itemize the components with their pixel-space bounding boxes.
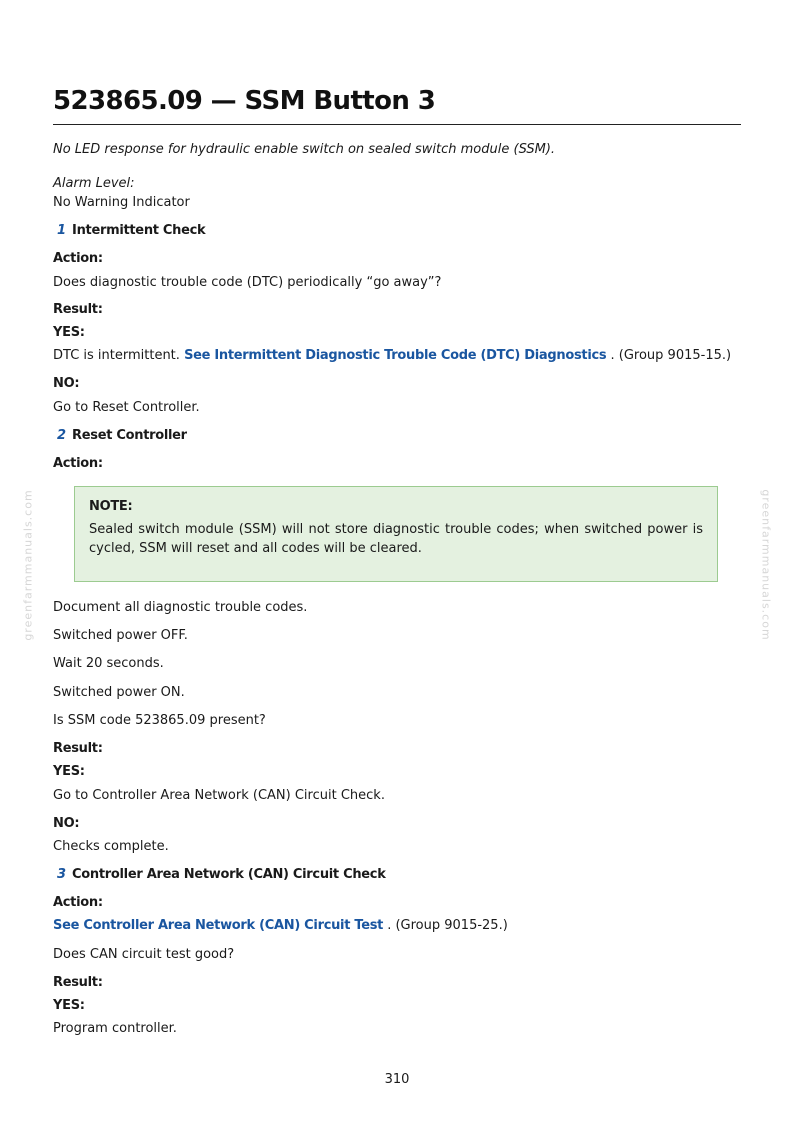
alarm-level-label: Alarm Level: bbox=[53, 176, 135, 191]
step-1-yes-text bbox=[53, 348, 731, 363]
note-text: Sealed switch module (SSM) will not store diagnostic trouble codes; when switched power is cycled, SSM will reset and all codes will be cleared. bbox=[89, 522, 703, 556]
can-circuit-test-link[interactable]: See Controller Area Network (CAN) Circuit Test bbox=[53, 918, 384, 933]
step-2-yes-label: YES: bbox=[53, 764, 85, 779]
step-2-no-text: Checks complete. bbox=[53, 839, 169, 854]
description: No LED response for hydraulic enable switch on sealed switch module (SSM). bbox=[53, 142, 556, 157]
step-2-no-label: NO: bbox=[53, 816, 80, 831]
step-2-line-1: Document all diagnostic trouble codes. bbox=[53, 600, 308, 615]
step-2-result-label: Result: bbox=[53, 741, 103, 756]
step-2-line-2: Switched power OFF. bbox=[53, 628, 188, 643]
step-3-action-suffix: . (Group 9015-25.) bbox=[387, 918, 508, 933]
step-1-title: Intermittent Check bbox=[72, 223, 206, 238]
step-3-title: Controller Area Network (CAN) Circuit Check bbox=[72, 867, 386, 882]
step-1-action-label: Action: bbox=[53, 251, 103, 266]
step-2-line-4: Switched power ON. bbox=[53, 685, 185, 700]
step-1-no-text: Go to Reset Controller. bbox=[53, 400, 200, 415]
page-number: 310 bbox=[384, 1072, 410, 1087]
step-1-yes-suffix: . (Group 9015-15.) bbox=[610, 348, 732, 363]
step-2-line-5: Is SSM code 523865.09 present? bbox=[53, 713, 266, 728]
step-3-result-label: Result: bbox=[53, 975, 103, 990]
intermittent-dtc-link[interactable]: See Intermittent Diagnostic Trouble Code (DTC) Diagnostics bbox=[184, 348, 607, 363]
step-3-heading bbox=[57, 867, 386, 882]
note-title: NOTE: bbox=[89, 499, 133, 514]
step-2-number: 2 bbox=[57, 428, 67, 443]
step-1-action-text: Does diagnostic trouble code (DTC) periodically “go away”? bbox=[53, 275, 442, 290]
step-3-yes-text: Program controller. bbox=[53, 1021, 177, 1036]
step-1-yes-prefix: DTC is intermittent. bbox=[53, 348, 180, 363]
step-2-action-label: Action: bbox=[53, 456, 103, 471]
step-2-line-3: Wait 20 seconds. bbox=[53, 656, 164, 671]
step-2-heading bbox=[57, 428, 187, 443]
step-3-question: Does CAN circuit test good? bbox=[53, 947, 235, 962]
step-1-no-label: NO: bbox=[53, 376, 80, 391]
note-box bbox=[74, 486, 718, 582]
step-3-action-label: Action: bbox=[53, 895, 103, 910]
watermark-left: greenfarmmanuals.com bbox=[21, 489, 35, 641]
watermark-right: greenfarmmanuals.com bbox=[759, 489, 773, 641]
step-3-action-text bbox=[53, 918, 508, 933]
page-title: 523865.09 — SSM Button 3 bbox=[53, 84, 741, 125]
step-2-yes-text: Go to Controller Area Network (CAN) Circuit Check. bbox=[53, 788, 385, 803]
alarm-level-value: No Warning Indicator bbox=[53, 195, 190, 210]
step-2-title: Reset Controller bbox=[72, 428, 187, 443]
step-3-number: 3 bbox=[57, 867, 67, 882]
step-1-result-label: Result: bbox=[53, 302, 103, 317]
step-3-yes-label: YES: bbox=[53, 998, 85, 1013]
step-1-number: 1 bbox=[57, 223, 67, 238]
step-1-yes-label: YES: bbox=[53, 325, 85, 340]
step-1-heading bbox=[57, 223, 205, 238]
